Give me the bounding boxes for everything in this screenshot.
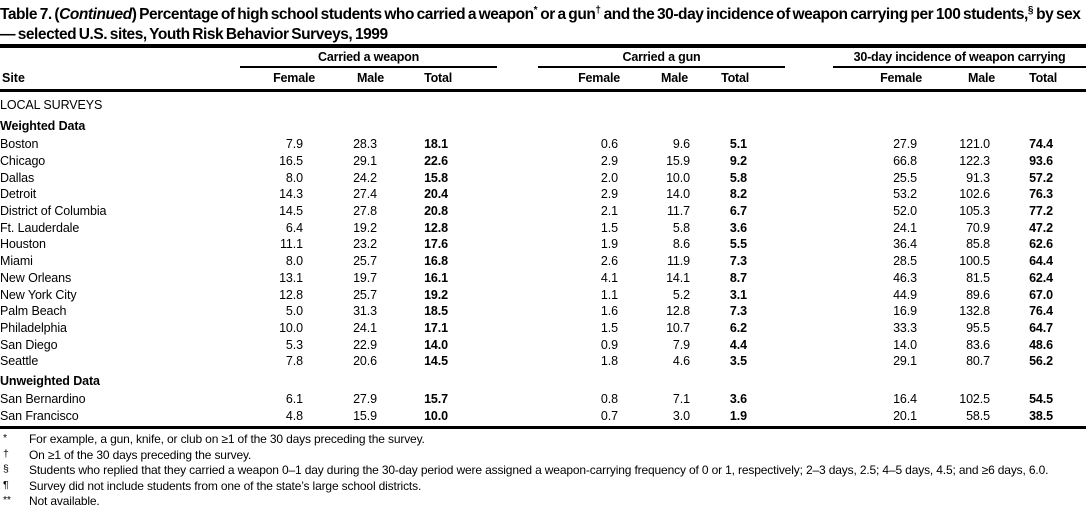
- value-cell: 3.6: [729, 220, 747, 235]
- title-segment: Table 7. (: [0, 6, 60, 24]
- value-cell: 29.1: [353, 154, 377, 169]
- footnote-text: On ≥1 of the 30 days preceding the survey.: [29, 447, 252, 462]
- value-cell: 2.6: [600, 254, 618, 269]
- value-cell: 2.9: [600, 154, 618, 169]
- section-label: LOCAL SURVEYS: [0, 98, 103, 112]
- value-cell: 11.9: [666, 254, 690, 269]
- table-row: [0, 186, 1086, 203]
- filler-cell: [1053, 203, 1086, 220]
- table-row: [0, 303, 1086, 320]
- value-cell: 1.5: [600, 320, 618, 335]
- value-cell: 5.8: [672, 220, 690, 235]
- value-cell: 24.1: [893, 220, 917, 235]
- value-cell: 8.2: [729, 187, 747, 202]
- value-cell: 132.8: [959, 304, 990, 319]
- filler-cell: [1053, 353, 1086, 370]
- title-segment: §: [1027, 5, 1034, 16]
- value-cell: 7.8: [285, 354, 303, 369]
- value-cell: 10.0: [666, 170, 690, 185]
- site-cell: San Francisco: [0, 408, 79, 423]
- column-header-female-gun: Female: [578, 71, 620, 85]
- value-cell: 6.2: [729, 320, 747, 335]
- value-cell: 95.5: [966, 320, 990, 335]
- value-cell: 93.6: [1029, 154, 1053, 169]
- value-cell: 6.4: [285, 220, 303, 235]
- value-cell: 57.2: [1029, 170, 1053, 185]
- value-cell: 122.3: [959, 154, 990, 169]
- column-header-female-incidence: Female: [880, 71, 922, 85]
- table-row: [0, 203, 1086, 220]
- table-row: [0, 391, 1086, 408]
- value-cell: 8.7: [729, 270, 747, 285]
- value-cell: 28.5: [893, 254, 917, 269]
- value-cell: 12.8: [279, 287, 303, 302]
- section-row: [0, 370, 1086, 391]
- table-body: [0, 94, 1086, 424]
- value-cell: 17.1: [424, 320, 448, 335]
- value-cell: 102.5: [959, 391, 990, 406]
- footnote: [3, 431, 1083, 447]
- filler-cell: [1053, 320, 1086, 337]
- value-cell: 4.1: [600, 270, 618, 285]
- title-segment: or a gun: [537, 6, 596, 24]
- value-cell: 15.8: [424, 170, 448, 185]
- value-cell: 100.5: [959, 254, 990, 269]
- value-cell: 27.4: [353, 187, 377, 202]
- value-cell: 7.3: [729, 304, 747, 319]
- table-row: [0, 253, 1086, 270]
- value-cell: 3.0: [672, 408, 690, 423]
- data-table: [0, 94, 1086, 424]
- value-cell: 76.3: [1029, 187, 1053, 202]
- value-cell: 10.0: [424, 408, 448, 423]
- value-cell: 29.1: [893, 354, 917, 369]
- value-cell: 74.4: [1029, 137, 1053, 152]
- value-cell: 12.8: [424, 220, 448, 235]
- filler-cell: [1053, 407, 1086, 424]
- section-label: Unweighted Data: [0, 373, 100, 388]
- value-cell: 1.9: [729, 408, 747, 423]
- filler-cell: [1053, 336, 1086, 353]
- site-cell: Seattle: [0, 354, 39, 369]
- value-cell: 38.5: [1029, 408, 1053, 423]
- value-cell: 17.6: [424, 237, 448, 252]
- value-cell: 18.1: [424, 137, 448, 152]
- value-cell: 52.0: [893, 204, 917, 219]
- value-cell: 23.2: [353, 237, 377, 252]
- value-cell: 66.8: [893, 154, 917, 169]
- value-cell: 6.7: [729, 204, 747, 219]
- value-cell: 15.9: [666, 154, 690, 169]
- group-header-30day-incidence: 30-day incidence of weapon carrying: [833, 50, 1086, 68]
- value-cell: 58.5: [966, 408, 990, 423]
- value-cell: 2.9: [600, 187, 618, 202]
- value-cell: 22.9: [353, 337, 377, 352]
- value-cell: 14.5: [424, 354, 448, 369]
- title-segment: and the 30-day incidence of weapon carrying per 100 students,: [600, 6, 1028, 24]
- column-header-male-gun: Male: [661, 71, 688, 85]
- value-cell: 19.2: [424, 287, 448, 302]
- section-row: [0, 94, 1086, 115]
- value-cell: 20.6: [353, 354, 377, 369]
- value-cell: 67.0: [1029, 287, 1053, 302]
- value-cell: 14.3: [279, 187, 303, 202]
- column-header-total-incidence: Total: [1029, 71, 1057, 85]
- value-cell: 33.3: [893, 320, 917, 335]
- table-row: [0, 353, 1086, 370]
- title-segment: by sex — selected U.S. sites, Youth Risk Behavior Surveys, 1999: [0, 6, 1081, 43]
- value-cell: 76.4: [1029, 304, 1053, 319]
- footnote-marker: ¶: [3, 478, 9, 491]
- value-cell: 6.1: [285, 391, 303, 406]
- value-cell: 7.1: [672, 391, 690, 406]
- footnote-marker: *: [3, 432, 7, 444]
- filler-cell: [1053, 253, 1086, 270]
- value-cell: 0.9: [600, 337, 618, 352]
- value-cell: 14.0: [424, 337, 448, 352]
- value-cell: 7.9: [285, 137, 303, 152]
- value-cell: 3.1: [729, 287, 747, 302]
- table-row: [0, 219, 1086, 236]
- value-cell: 2.0: [600, 170, 618, 185]
- value-cell: 47.2: [1029, 220, 1053, 235]
- value-cell: 54.5: [1029, 391, 1053, 406]
- value-cell: 16.5: [279, 154, 303, 169]
- title-segment: Continued: [59, 6, 132, 24]
- group-header-carried-gun: Carried a gun: [538, 50, 785, 68]
- value-cell: 1.8: [600, 354, 618, 369]
- filler-cell: [1053, 136, 1086, 153]
- footnote-marker: †: [3, 447, 9, 460]
- value-cell: 70.9: [966, 220, 990, 235]
- value-cell: 24.1: [353, 320, 377, 335]
- footnote: [3, 478, 1083, 494]
- value-cell: 4.6: [672, 354, 690, 369]
- footnote-text: Students who replied that they carried a weapon 0–1 day during the 30-day period were assigned a weapon-carrying frequency of 0 or 1, respectively; 2–3 days, 2.5; 4–5 days, 4.5; and ≥6 days, 6.0.: [29, 463, 1049, 478]
- value-cell: 15.9: [353, 408, 377, 423]
- value-cell: 121.0: [959, 137, 990, 152]
- site-cell: Dallas: [0, 170, 35, 185]
- value-cell: 83.6: [966, 337, 990, 352]
- value-cell: 77.2: [1029, 204, 1053, 219]
- value-cell: 89.6: [966, 287, 990, 302]
- value-cell: 16.1: [424, 270, 448, 285]
- value-cell: 1.1: [600, 287, 618, 302]
- value-cell: 2.1: [600, 204, 618, 219]
- filler-cell: [1053, 270, 1086, 287]
- value-cell: 3.5: [729, 354, 747, 369]
- value-cell: 1.9: [600, 237, 618, 252]
- section-label: Weighted Data: [0, 119, 86, 133]
- value-cell: 7.9: [672, 337, 690, 352]
- value-cell: 4.8: [285, 408, 303, 423]
- value-cell: 64.4: [1029, 254, 1053, 269]
- table-title: [0, 1, 1086, 44]
- filler-cell: [1053, 286, 1086, 303]
- filler-cell: [1053, 236, 1086, 253]
- value-cell: 8.0: [285, 254, 303, 269]
- footnote: [3, 447, 1083, 463]
- site-cell: Boston: [0, 137, 39, 152]
- value-cell: 48.6: [1029, 337, 1053, 352]
- table-row: [0, 270, 1086, 287]
- value-cell: 20.1: [893, 408, 917, 423]
- value-cell: 27.9: [353, 391, 377, 406]
- value-cell: 27.8: [353, 204, 377, 219]
- column-header-female-weapon: Female: [273, 71, 315, 85]
- table-row: [0, 286, 1086, 303]
- footnote: [3, 462, 1083, 478]
- site-cell: District of Columbia: [0, 204, 107, 219]
- value-cell: 62.6: [1029, 237, 1053, 252]
- value-cell: 16.9: [893, 304, 917, 319]
- group-header-carried-weapon: Carried a weapon: [240, 50, 497, 68]
- value-cell: 53.2: [893, 187, 917, 202]
- value-cell: 14.5: [279, 204, 303, 219]
- column-header-male-incidence: Male: [968, 71, 995, 85]
- title-segment: †: [595, 5, 601, 16]
- filler-cell: [1053, 391, 1086, 408]
- site-cell: Houston: [0, 237, 46, 252]
- value-cell: 25.7: [353, 287, 377, 302]
- value-cell: 64.7: [1029, 320, 1053, 335]
- site-cell: New York City: [0, 287, 77, 302]
- footnote-text: Not available.: [29, 494, 100, 509]
- value-cell: 81.5: [966, 270, 990, 285]
- value-cell: 5.3: [285, 337, 303, 352]
- value-cell: 1.6: [600, 304, 618, 319]
- value-cell: 5.8: [729, 170, 747, 185]
- site-cell: Ft. Lauderdale: [0, 220, 80, 235]
- value-cell: 31.3: [353, 304, 377, 319]
- site-cell: Chicago: [0, 154, 46, 169]
- footnote-text: For example, a gun, knife, or club on ≥1 of the 30 days preceding the survey.: [29, 432, 425, 446]
- table-row: [0, 407, 1086, 424]
- value-cell: 19.7: [353, 270, 377, 285]
- value-cell: 12.8: [666, 304, 690, 319]
- footnote: [3, 493, 1083, 509]
- value-cell: 20.8: [424, 204, 448, 219]
- footnotes: [3, 431, 1083, 509]
- value-cell: 1.5: [600, 220, 618, 235]
- value-cell: 8.6: [672, 237, 690, 252]
- value-cell: 3.6: [729, 391, 747, 406]
- value-cell: 25.7: [353, 254, 377, 269]
- title-segment: *: [533, 5, 538, 16]
- footnote-marker: §: [3, 463, 9, 476]
- value-cell: 0.8: [600, 391, 618, 406]
- value-cell: 24.2: [353, 170, 377, 185]
- value-cell: 28.3: [353, 137, 377, 152]
- value-cell: 13.1: [279, 270, 303, 285]
- site-cell: Detroit: [0, 187, 37, 202]
- table-row: [0, 336, 1086, 353]
- header-rule: [0, 89, 1086, 92]
- site-cell: New Orleans: [0, 270, 72, 285]
- value-cell: 8.0: [285, 170, 303, 185]
- title-segment: ) Percentage of high school students who carried a weapon: [131, 6, 534, 24]
- value-cell: 102.6: [959, 187, 990, 202]
- value-cell: 11.7: [666, 204, 690, 219]
- site-cell: Palm Beach: [0, 304, 67, 319]
- site-cell: Philadelphia: [0, 320, 67, 335]
- bottom-rule: [0, 426, 1086, 429]
- value-cell: 62.4: [1029, 270, 1053, 285]
- table-row: [0, 169, 1086, 186]
- value-cell: 10.0: [279, 320, 303, 335]
- value-cell: 5.0: [285, 304, 303, 319]
- value-cell: 91.3: [966, 170, 990, 185]
- column-header-total-weapon: Total: [424, 71, 452, 85]
- value-cell: 56.2: [1029, 354, 1053, 369]
- value-cell: 5.5: [729, 237, 747, 252]
- value-cell: 14.1: [666, 270, 690, 285]
- site-cell: San Bernardino: [0, 391, 86, 406]
- value-cell: 10.7: [666, 320, 690, 335]
- filler-cell: [1053, 219, 1086, 236]
- site-column-header: Site: [2, 71, 25, 85]
- value-cell: 0.7: [600, 408, 618, 423]
- top-rule: [0, 44, 1086, 48]
- site-cell: Miami: [0, 254, 33, 269]
- footnote-marker: **: [3, 494, 11, 507]
- value-cell: 105.3: [959, 204, 990, 219]
- filler-cell: [1053, 186, 1086, 203]
- table-row: [0, 153, 1086, 170]
- value-cell: 27.9: [893, 137, 917, 152]
- section-row: [0, 115, 1086, 136]
- value-cell: 18.5: [424, 304, 448, 319]
- table-row: [0, 236, 1086, 253]
- table-row: [0, 320, 1086, 337]
- value-cell: 25.5: [893, 170, 917, 185]
- value-cell: 46.3: [893, 270, 917, 285]
- value-cell: 4.4: [729, 337, 747, 352]
- value-cell: 0.6: [600, 137, 618, 152]
- column-header-total-gun: Total: [721, 71, 749, 85]
- value-cell: 5.1: [729, 137, 747, 152]
- value-cell: 16.4: [893, 391, 917, 406]
- value-cell: 80.7: [966, 354, 990, 369]
- value-cell: 7.3: [729, 254, 747, 269]
- value-cell: 5.2: [672, 287, 690, 302]
- value-cell: 11.1: [279, 237, 303, 252]
- column-header-male-weapon: Male: [357, 71, 384, 85]
- footnote-text: Survey did not include students from one of the state’s large school districts.: [29, 478, 422, 493]
- site-cell: San Diego: [0, 337, 58, 352]
- value-cell: 22.6: [424, 154, 448, 169]
- value-cell: 36.4: [893, 237, 917, 252]
- value-cell: 15.7: [424, 391, 448, 406]
- filler-cell: [1053, 169, 1086, 186]
- value-cell: 9.2: [729, 154, 747, 169]
- value-cell: 44.9: [893, 287, 917, 302]
- value-cell: 9.6: [672, 137, 690, 152]
- value-cell: 14.0: [666, 187, 690, 202]
- value-cell: 16.8: [424, 254, 448, 269]
- value-cell: 20.4: [424, 187, 448, 202]
- value-cell: 14.0: [893, 337, 917, 352]
- table-row: [0, 136, 1086, 153]
- filler-cell: [1053, 153, 1086, 170]
- value-cell: 19.2: [353, 220, 377, 235]
- filler-cell: [1053, 303, 1086, 320]
- value-cell: 85.8: [966, 237, 990, 252]
